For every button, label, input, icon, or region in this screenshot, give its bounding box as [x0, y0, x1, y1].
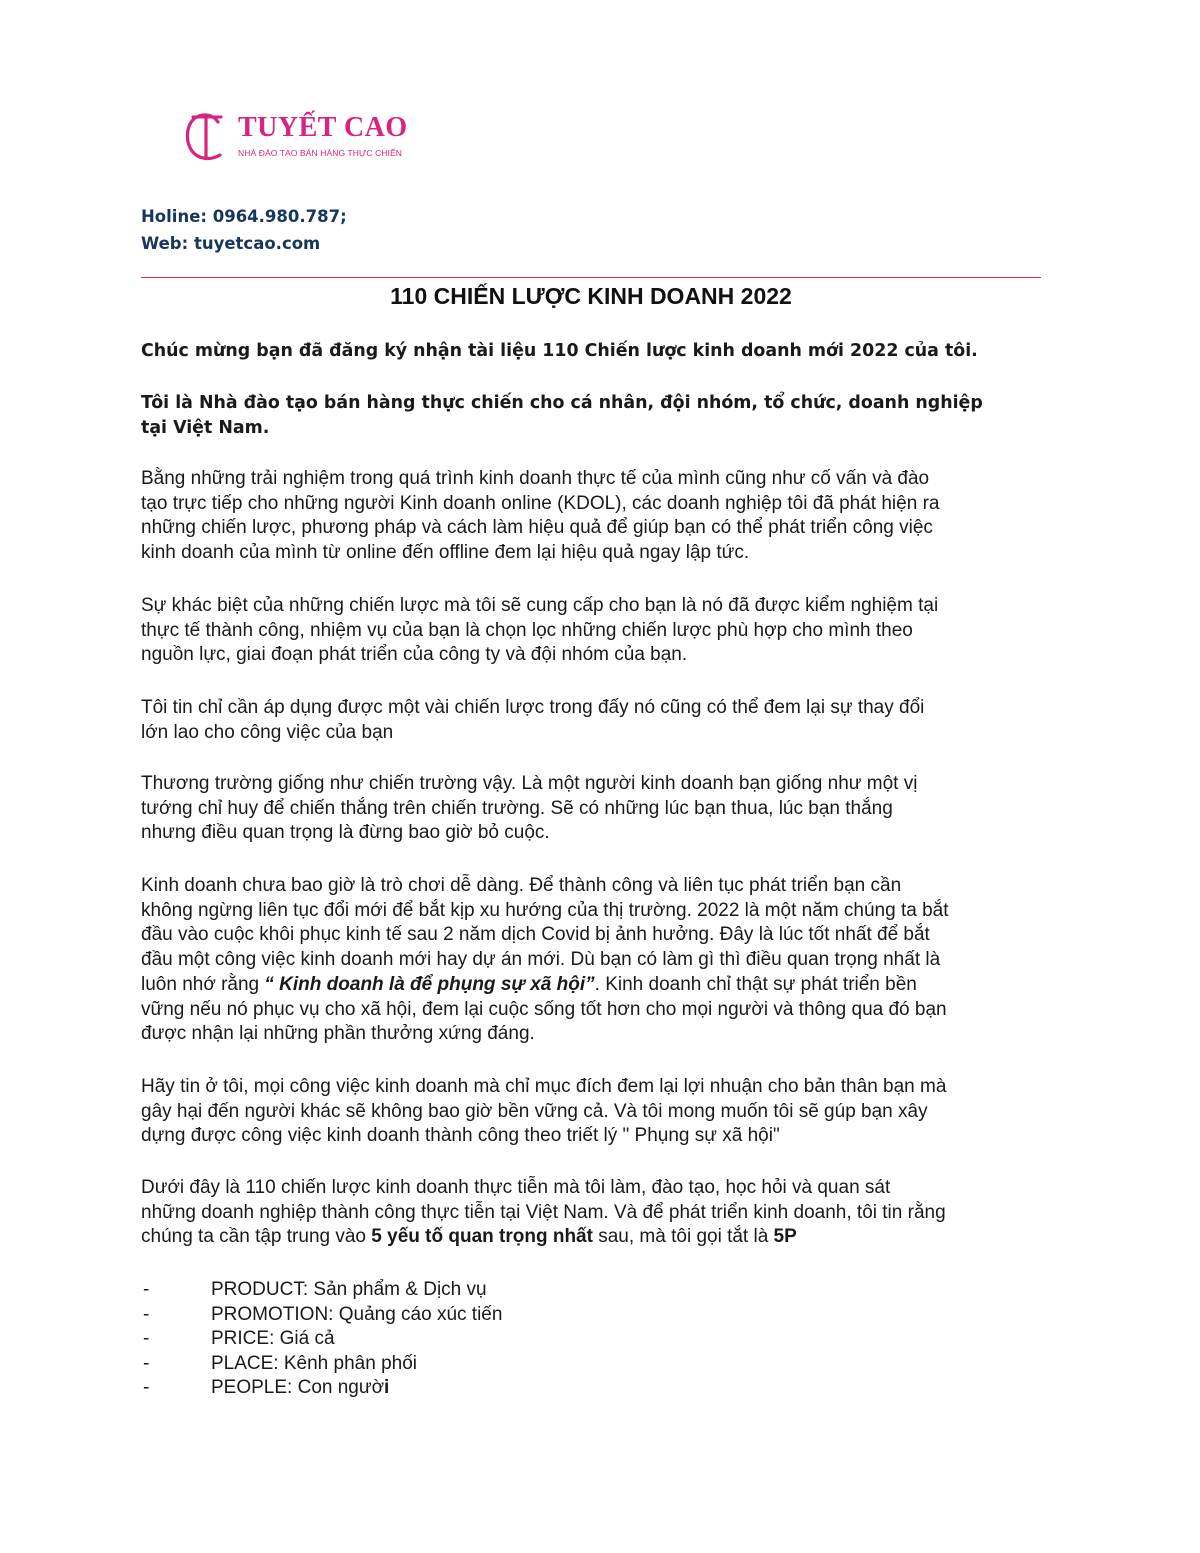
paragraph-line: Dưới đây là 110 chiến lược kinh doanh thực tiễn mà tôi làm, đào tạo, học hỏi và quan sát [141, 1177, 891, 1198]
list-item-text: PROMOTION: Quảng cáo xúc tiến [211, 1303, 503, 1325]
contact-info [141, 203, 347, 257]
key-phrase-5p: 5P [773, 1226, 797, 1248]
hotline-text: Holine: 0964.980.787; [141, 207, 347, 226]
paragraph-line: nguồn lực, giai đoạn phát triển của công ty và đội nhóm của bạn. [141, 644, 688, 666]
list-bullet: - [143, 1377, 150, 1399]
text-run-bold: i [384, 1377, 390, 1399]
paragraph-line: tướng chỉ huy để chiến thắng trên chiến trường. Sẽ có những lúc bạn thua, lúc bạn thắng [141, 797, 893, 819]
intro-line: tại Việt Nam. [141, 417, 270, 438]
header-divider [141, 277, 1041, 278]
intro-line: Tôi là Nhà đào tạo bán hàng thực chiến cho cá nhân, đội nhóm, tổ chức, doanh nghiệp [141, 393, 983, 413]
intro-line: Chúc mừng bạn đã đăng ký nhận tài liệu 110 Chiến lược kinh doanh mới 2022 của tôi. [141, 341, 978, 361]
paragraph-line: tạo trực tiếp cho những người Kinh doanh online (KDOL), các doanh nghiệp tôi đã phát hiện ra [141, 492, 940, 514]
paragraph-line: không ngừng liên tục đổi mới để bắt kịp xu hướng của thị trường. 2022 là một năm chúng ta bắt [141, 899, 949, 921]
logo-tagline: NHÀ ĐÀO TẠO BÁN HÀNG THỰC CHIẾN [238, 148, 403, 158]
text-run: chúng ta cần tập trung vào [141, 1226, 372, 1248]
paragraph-line: Kinh doanh chưa bao giờ là trò chơi dễ dàng. Để thành công và liên tục phát triển bạn cần [141, 875, 902, 896]
list-item-text: PRICE: Giá cả [211, 1328, 335, 1350]
document-title: 110 CHIẾN LƯỢC KINH DOANH 2022 [390, 283, 792, 309]
paragraph-6 [141, 1075, 1071, 1149]
list-item-text [211, 1376, 389, 1401]
paragraph-line: dựng được công việc kinh doanh thành công theo triết lý " Phụng sự xã hội" [141, 1125, 780, 1147]
list-item-text: PRODUCT: Sản phẩm & Dịch vụ [211, 1279, 487, 1300]
paragraph-line: được nhận lại những phần thưởng xứng đáng. [141, 1023, 535, 1045]
paragraph-line: lớn lao cho công việc của bạn [141, 721, 394, 743]
paragraph-line: vững nếu nó phục vụ cho xã hội, đem lại cuộc sống tốt hơn cho mọi người và thông qua đó bạn [141, 998, 947, 1020]
paragraph-5 [141, 874, 1071, 1047]
text-run: PEOPLE: Con ngườ [211, 1377, 385, 1399]
paragraph-3 [141, 696, 1071, 745]
paragraph-line: Thương trường giống như chiến trường vậy. Là một người kinh doanh bạn giống như một vị [141, 773, 918, 794]
paragraph-line [141, 1225, 1071, 1250]
paragraph-line: những doanh nghiệp thành công thực tiễn tại Việt Nam. Và để phát triển kinh doanh, tôi tin rằng [141, 1201, 946, 1223]
paragraph-line [141, 973, 1071, 998]
paragraph-line: nhưng điều quan trọng là đừng bao giờ bỏ cuộc. [141, 822, 550, 844]
paragraph-line: Tôi tin chỉ cần áp dụng được một vài chiến lược trong đấy nó cũng có thể đem lại sự thay đổi [141, 697, 925, 718]
list-bullet: - [143, 1303, 150, 1325]
paragraph-line: đầu một công việc kinh doanh mới hay dự án mới. Dù bạn có làm gì thì điều quan trọng nhất là [141, 949, 941, 971]
paragraph-line: đầu vào cuộc khôi phục kinh tế sau 2 năm dịch Covid bị ảnh hưởng. Đây là lúc tốt nhất để bắt [141, 924, 930, 946]
tc-monogram-icon [180, 108, 230, 164]
list-bullet: - [143, 1352, 150, 1374]
paragraph-line: Sự khác biệt của những chiến lược mà tôi sẽ cung cấp cho bạn là nó đã được kiểm nghiệm tại [141, 595, 939, 616]
intro-paragraph-2 [141, 391, 1071, 440]
paragraph-1 [141, 467, 1071, 566]
key-phrase: 5 yếu tố quan trọng nhất [371, 1226, 593, 1248]
list-item-text: PLACE: Kênh phân phối [211, 1352, 417, 1374]
text-run: sau, mà tôi gọi tắt là [592, 1226, 774, 1248]
text-run: luôn nhớ rằng [141, 973, 265, 995]
text-run: . Kinh doanh chỉ thật sự phát triển bền [594, 973, 917, 995]
list-bullet: - [143, 1328, 150, 1350]
paragraph-line: gây hại đến người khác sẽ không bao giờ bền vững cả. Và tôi mong muốn tôi sẽ gúp bạn xây [141, 1100, 928, 1122]
paragraph-2 [141, 594, 1071, 668]
paragraph-4 [141, 772, 1071, 846]
paragraph-line: những chiến lược, phương pháp và cách làm hiệu quả để giúp bạn có thể phát triển công việc [141, 517, 933, 539]
paragraph-line: Bằng những trải nghiệm trong quá trình kinh doanh thực tế của mình cũng như cố vấn và đào [141, 468, 930, 489]
intro-paragraph-1 [141, 339, 1071, 364]
paragraph-7 [141, 1176, 1071, 1250]
brand-logo [180, 108, 440, 168]
web-link[interactable]: Web: tuyetcao.com [141, 234, 321, 253]
paragraph-line: thực tế thành công, nhiệm vụ của bạn là chọn lọc những chiến lược phù hợp cho mình theo [141, 619, 913, 641]
logo-name: TUYẾT CAO [238, 112, 408, 143]
list-bullet: - [143, 1279, 150, 1300]
paragraph-line: kinh doanh của mình từ online đến offline đem lại hiệu quả ngay lập tức. [141, 542, 750, 564]
philosophy-quote: “ Kinh doanh là để phụng sự xã hội” [264, 973, 595, 995]
paragraph-line: Hãy tin ở tôi, mọi công việc kinh doanh mà chỉ mục đích đem lại lợi nhuận cho bản thân bạn mà [141, 1076, 947, 1097]
